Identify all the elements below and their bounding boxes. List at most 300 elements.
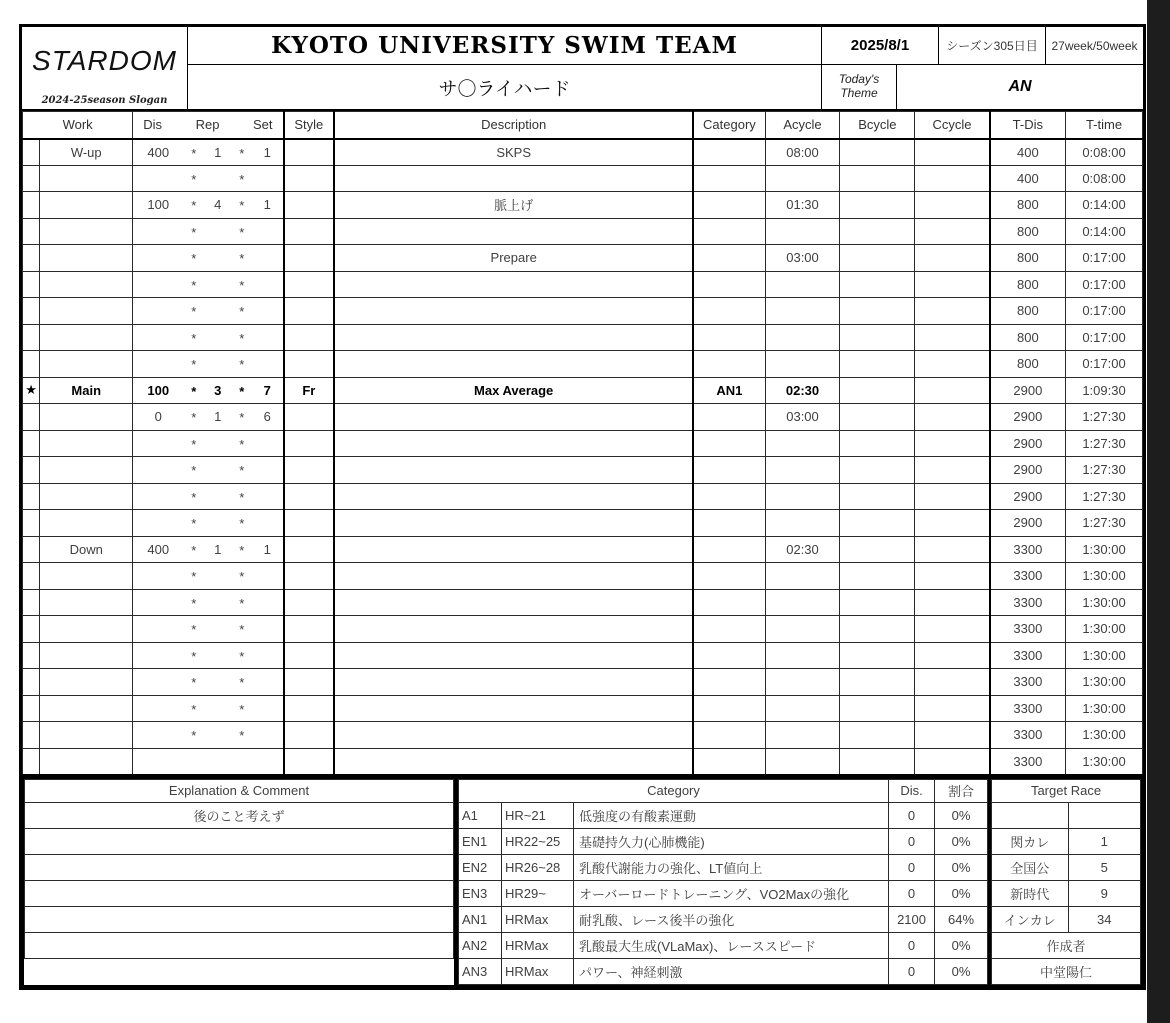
explanation-section [22,777,456,987]
asterisk-separator: * [191,595,197,611]
star-marker-cell [23,563,40,590]
explanation-text [25,906,454,932]
rep-value: 4 [214,197,222,213]
total-time-cell: 1:27:30 [1066,430,1143,457]
category-percentage: 0% [935,958,988,984]
acycle-cell: 02:30 [765,536,840,563]
bcycle-cell [840,510,915,537]
asterisk-separator: * [191,251,197,267]
asterisk-separator: * [239,569,245,585]
explanation-header: Explanation & Comment [25,779,454,802]
category-heart-rate: HRMax [502,958,574,984]
description-cell [334,430,693,457]
category-code: AN1 [459,906,502,932]
star-marker-cell [23,271,40,298]
dis-rep-set-cell [133,271,284,298]
category-distance: 2100 [889,906,935,932]
acycle-cell [765,616,840,643]
total-time-cell: 1:30:00 [1066,722,1143,749]
col-header-work: Work [23,112,133,139]
total-time-cell: 1:27:30 [1066,457,1143,484]
bcycle-cell [840,192,915,219]
category-code: EN2 [459,854,502,880]
dis-rep-set-cell [133,324,284,351]
explanation-row [25,828,454,854]
bcycle-cell [840,483,915,510]
race-name [992,802,1069,828]
category-legend-rows [459,802,988,984]
dis-column-header: Dis. [889,779,935,802]
workout-rows [23,139,1143,775]
work-cell [40,589,133,616]
style-cell [284,669,335,696]
bcycle-cell [840,563,915,590]
asterisk-separator: * [191,330,197,346]
star-marker-cell [23,589,40,616]
acycle-cell [765,218,840,245]
workout-row [23,457,1143,484]
workout-row [23,245,1143,272]
category-cell [693,722,765,749]
star-marker-cell [23,669,40,696]
category-cell [693,642,765,669]
category-cell [693,245,765,272]
asterisk-separator: * [239,410,245,426]
col-header-style: Style [284,112,335,139]
style-cell [284,695,335,722]
bcycle-cell [840,404,915,431]
dis-rep-set-cell [133,695,284,722]
description-cell [334,271,693,298]
description-cell [334,510,693,537]
work-cell [40,695,133,722]
ccycle-cell [915,377,990,404]
style-cell [284,271,335,298]
workout-row [23,404,1143,431]
workout-row [23,695,1143,722]
asterisk-separator: * [191,516,197,532]
ccycle-cell [915,457,990,484]
total-time-cell: 1:30:00 [1066,616,1143,643]
workout-row [23,669,1143,696]
dis-rep-set-cell [133,245,284,272]
explanation-row [25,854,454,880]
workout-table [22,111,1143,776]
explanation-row [25,802,454,828]
work-cell [40,722,133,749]
sheet-header [22,27,1143,111]
work-cell [40,404,133,431]
category-code: AN2 [459,932,502,958]
style-cell [284,616,335,643]
category-heart-rate: HR22~25 [502,828,574,854]
explanation-text [25,880,454,906]
ccycle-cell [915,404,990,431]
race-countdown [1068,802,1141,828]
explanation-rows [25,802,454,958]
total-time-cell: 1:30:00 [1066,563,1143,590]
category-cell [693,298,765,325]
description-cell [334,642,693,669]
total-time-cell: 0:17:00 [1066,245,1143,272]
dis-rep-set-cell [133,192,284,219]
acycle-cell: 08:00 [765,139,840,166]
asterisk-separator: * [239,436,245,452]
dis-rep-set-cell [133,722,284,749]
ccycle-cell [915,642,990,669]
explanation-text [25,854,454,880]
category-percentage: 0% [935,932,988,958]
asterisk-separator: * [239,728,245,744]
bcycle-cell [840,748,915,775]
acycle-cell [765,271,840,298]
race-countdown: 9 [1068,880,1141,906]
acycle-cell [765,483,840,510]
target-race-section [989,777,1143,987]
workout-row [23,271,1143,298]
work-cell [40,298,133,325]
asterisk-separator: * [239,542,245,558]
total-time-cell: 1:09:30 [1066,377,1143,404]
dis-value: 100 [147,382,170,398]
target-race-rows [992,802,1141,932]
season-slogan: 2024-25season Slogan [41,95,168,106]
category-percentage: 0% [935,828,988,854]
star-marker-cell [23,722,40,749]
style-cell [284,510,335,537]
bcycle-cell [840,351,915,378]
description-cell [334,722,693,749]
category-cell [693,271,765,298]
dis-rep-set-cell [133,404,284,431]
dis-value: 0 [154,409,162,425]
category-cell [693,457,765,484]
workout-row [23,324,1143,351]
description-cell [334,536,693,563]
asterisk-separator: * [191,198,197,214]
acycle-cell [765,457,840,484]
col-header-category: Category [693,112,765,139]
style-cell [284,324,335,351]
asterisk-separator: * [239,595,245,611]
workout-row [23,589,1143,616]
category-percentage: 0% [935,854,988,880]
header-right [188,27,1143,109]
bcycle-cell [840,165,915,192]
category-distance: 0 [889,932,935,958]
star-marker-cell [23,695,40,722]
category-heart-rate: HR29~ [502,880,574,906]
description-cell [334,669,693,696]
category-cell [693,192,765,219]
workout-row [23,192,1143,219]
bcycle-cell [840,457,915,484]
work-cell [40,616,133,643]
workout-row [23,510,1143,537]
rep-value: 3 [214,382,222,398]
style-cell [284,589,335,616]
dis-rep-set-cell [133,563,284,590]
star-marker-cell [23,218,40,245]
category-code: EN3 [459,880,502,906]
ccycle-cell [915,510,990,537]
category-legend-section [456,777,989,987]
team-title: KYOTO UNIVERSITY SWIM TEAM [271,32,738,59]
style-cell [284,483,335,510]
total-time-cell: 0:08:00 [1066,165,1143,192]
category-distance: 0 [889,802,935,828]
col-header-bcycle: Bcycle [840,112,915,139]
dis-rep-set-cell [133,669,284,696]
workout-row [23,377,1143,404]
dis-rep-set-cell [133,351,284,378]
description-cell [334,457,693,484]
work-cell [40,271,133,298]
workout-row [23,536,1143,563]
asterisk-separator: * [239,145,245,161]
total-distance-cell: 3300 [990,563,1066,590]
workout-row [23,139,1143,166]
acycle-cell [765,695,840,722]
category-description: 乳酸代謝能力の強化、LT値向上 [574,854,889,880]
category-cell: AN1 [693,377,765,404]
set-value: 7 [263,382,271,398]
acycle-cell: 03:00 [765,404,840,431]
total-distance-cell: 3300 [990,616,1066,643]
star-marker-cell [23,192,40,219]
total-distance-cell: 800 [990,192,1066,219]
workout-row [23,351,1143,378]
category-code: A1 [459,802,502,828]
asterisk-separator: * [191,569,197,585]
star-marker-cell [23,457,40,484]
asterisk-separator: * [191,224,197,240]
week-counter: 27week/50week [1045,27,1143,64]
col-header-tdis: T-Dis [990,112,1066,139]
category-distance: 0 [889,958,935,984]
rep-value: 1 [214,409,222,425]
asterisk-separator: * [191,383,197,399]
col-header-rep: Rep [195,117,220,133]
description-cell [334,589,693,616]
category-distance: 0 [889,880,935,906]
total-distance-cell: 800 [990,245,1066,272]
star-marker-cell [23,139,40,166]
dis-rep-set-cell [133,589,284,616]
dis-value: 400 [147,144,170,160]
bcycle-cell [840,695,915,722]
set-value: 6 [263,409,271,425]
asterisk-separator: * [239,701,245,717]
acycle-cell [765,351,840,378]
explanation-text [25,828,454,854]
category-heart-rate: HR~21 [502,802,574,828]
category-percentage: 0% [935,802,988,828]
dis-value: 100 [147,197,170,213]
ccycle-cell [915,245,990,272]
creator-label-row [992,932,1141,958]
ccycle-cell [915,271,990,298]
category-cell [693,165,765,192]
workout-row [23,165,1143,192]
dis-rep-set-cell [133,457,284,484]
bcycle-cell [840,536,915,563]
category-description: 乳酸最大生成(VLaMax)、レーススピード [574,932,889,958]
star-marker-cell [23,324,40,351]
total-time-cell: 0:17:00 [1066,351,1143,378]
description-cell [334,616,693,643]
category-legend-row [459,906,988,932]
dis-rep-set-cell [133,748,284,775]
category-percentage: 64% [935,906,988,932]
asterisk-separator: * [191,622,197,638]
workout-row [23,218,1143,245]
acycle-cell: 03:00 [765,245,840,272]
total-distance-cell: 2900 [990,377,1066,404]
style-cell [284,139,335,166]
description-cell [334,695,693,722]
star-marker-cell [23,404,40,431]
description-cell [334,324,693,351]
description-cell [334,165,693,192]
race-name: 関カレ [992,828,1069,854]
asterisk-separator: * [191,489,197,505]
workout-row [23,298,1143,325]
category-legend-header: Category [459,779,889,802]
category-cell [693,483,765,510]
bcycle-cell [840,669,915,696]
explanation-text [25,932,454,958]
star-marker-cell [23,536,40,563]
work-cell: Main [40,377,133,404]
work-cell [40,192,133,219]
dis-rep-set-cell [133,536,284,563]
star-marker-cell [23,748,40,775]
target-race-row [992,880,1141,906]
target-race-row [992,854,1141,880]
description-cell [334,483,693,510]
col-header-acycle: Acycle [765,112,840,139]
acycle-cell [765,510,840,537]
workout-row [23,642,1143,669]
star-marker-cell [23,298,40,325]
dis-rep-set-cell [133,298,284,325]
category-cell [693,139,765,166]
asterisk-separator: * [191,542,197,558]
training-sheet [19,24,1146,990]
total-distance-cell: 400 [990,139,1066,166]
acycle-cell [765,563,840,590]
bcycle-cell [840,218,915,245]
category-code: EN1 [459,828,502,854]
category-cell [693,510,765,537]
workout-row [23,722,1143,749]
work-cell: Down [40,536,133,563]
work-cell [40,457,133,484]
ccycle-cell [915,324,990,351]
bcycle-cell [840,430,915,457]
work-cell [40,510,133,537]
style-cell [284,563,335,590]
asterisk-separator: * [191,675,197,691]
category-cell [693,536,765,563]
ccycle-cell [915,536,990,563]
acycle-cell [765,642,840,669]
work-cell [40,563,133,590]
style-cell [284,165,335,192]
logo-cell [22,27,188,109]
description-cell: Prepare [334,245,693,272]
explanation-row [25,906,454,932]
set-value: 1 [263,541,271,557]
total-time-cell: 1:27:30 [1066,404,1143,431]
style-cell [284,245,335,272]
total-distance-cell: 3300 [990,748,1066,775]
work-cell [40,669,133,696]
target-race-header: Target Race [992,779,1141,802]
bcycle-cell [840,642,915,669]
workout-row [23,616,1143,643]
ccycle-cell [915,165,990,192]
dis-rep-set-cell [133,139,284,166]
category-legend-row [459,932,988,958]
ccycle-cell [915,218,990,245]
style-cell [284,722,335,749]
asterisk-separator: * [239,330,245,346]
category-legend-row [459,828,988,854]
category-heart-rate: HRMax [502,932,574,958]
acycle-cell [765,324,840,351]
work-cell [40,483,133,510]
asterisk-separator: * [239,198,245,214]
asterisk-separator: * [239,648,245,664]
total-distance-cell: 3300 [990,536,1066,563]
asterisk-separator: * [239,383,245,399]
description-cell [334,298,693,325]
total-time-cell: 0:17:00 [1066,271,1143,298]
work-cell [40,351,133,378]
workout-row [23,748,1143,775]
star-marker-cell [23,483,40,510]
work-cell [40,748,133,775]
dis-rep-set-cell [133,642,284,669]
rep-value: 1 [214,144,222,160]
ccycle-cell [915,748,990,775]
dis-value: 400 [147,541,170,557]
total-distance-cell: 2900 [990,457,1066,484]
category-distance: 0 [889,854,935,880]
work-cell: W-up [40,139,133,166]
acycle-cell [765,589,840,616]
category-heart-rate: HRMax [502,906,574,932]
category-percentage: 0% [935,880,988,906]
asterisk-separator: * [191,277,197,293]
col-header-dis: Dis [143,117,163,133]
theme-label: Today's Theme [821,65,896,109]
total-distance-cell: 2900 [990,483,1066,510]
category-cell [693,589,765,616]
asterisk-separator: * [239,304,245,320]
ratio-column-header: 割合 [935,779,988,802]
category-cell [693,616,765,643]
asterisk-separator: * [239,675,245,691]
total-distance-cell: 400 [990,165,1066,192]
ccycle-cell [915,563,990,590]
acycle-cell: 02:30 [765,377,840,404]
category-description: パワー、神経刺激 [574,958,889,984]
category-cell [693,430,765,457]
star-marker-cell [23,510,40,537]
